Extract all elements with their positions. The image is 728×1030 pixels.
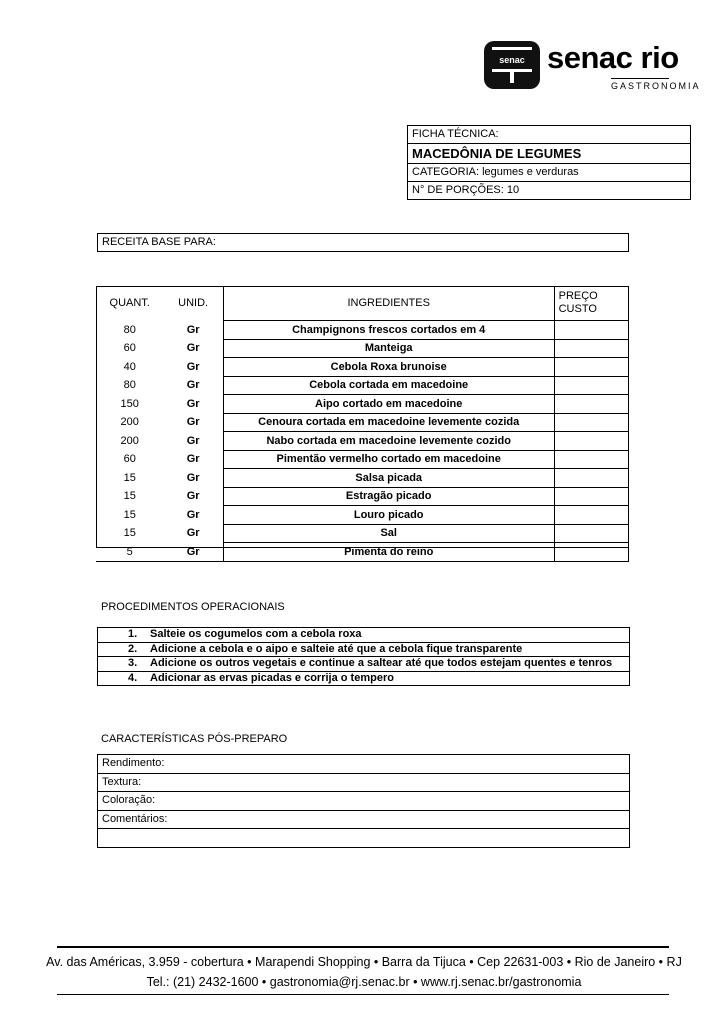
step-text: Adicionar as ervas picadas e corrija o tempero — [150, 671, 394, 684]
ingredient-cell: Cebola Roxa brunoise — [223, 358, 554, 377]
price-cell — [554, 432, 628, 451]
header-preco: PREÇO — [558, 290, 598, 302]
price-cell — [554, 469, 628, 488]
table-row — [96, 413, 629, 432]
procedure-step — [98, 643, 629, 658]
quantity-cell: 40 — [123, 360, 136, 373]
ingredient-cell: Pimenta do reino — [223, 543, 554, 562]
unit-cell: Gr — [186, 453, 200, 466]
header-unid: UNID. — [178, 297, 209, 310]
quantity-cell: 80 — [123, 379, 136, 392]
step-number: 1. — [128, 628, 138, 640]
unit-cell: Gr — [163, 543, 223, 562]
unit-cell: Gr — [186, 416, 200, 429]
table-row — [96, 321, 629, 340]
unit-cell: Gr — [186, 360, 200, 373]
ingredient-cell: Louro picado — [223, 506, 554, 525]
unit-cell: Gr — [186, 471, 200, 484]
price-cell — [554, 413, 628, 432]
table-header-row — [96, 286, 629, 321]
footer-address: Av. das Américas, 3.959 - cobertura • Marapendi Shopping • Barra da Tijuca • Cep 22631-003 • Rio de Janeiro • RJ — [46, 955, 682, 969]
table-row — [96, 432, 629, 451]
price-cell — [554, 321, 628, 340]
footer-divider — [57, 946, 669, 948]
senac-logo-mark — [484, 41, 540, 89]
unit-cell: Gr — [186, 342, 200, 355]
ingredient-cell: Nabo cortada em macedoine levemente cozido — [223, 432, 554, 451]
table-row — [96, 524, 629, 543]
logo-bar — [492, 47, 532, 50]
unit-cell: Gr — [186, 379, 200, 392]
portions-field: N° DE PORÇÕES: 10 — [412, 184, 520, 196]
unit-cell: Gr — [186, 397, 200, 410]
quantity-cell: 5 — [96, 543, 163, 562]
header-quant: QUANT. — [109, 297, 150, 310]
logo-name: senac rio — [547, 40, 679, 75]
header-custo: CUSTO — [558, 303, 597, 315]
table-row — [96, 543, 629, 562]
quantity-cell: 15 — [123, 471, 136, 484]
quantity-cell: 80 — [123, 323, 136, 336]
characteristics-title: CARACTERÍSTICAS PÓS-PREPARO — [101, 733, 288, 745]
unit-cell: Gr — [186, 508, 200, 521]
quantity-cell: 200 — [120, 416, 139, 429]
price-cell — [554, 395, 628, 414]
step-number: 4. — [128, 671, 138, 684]
recipe-title: MACEDÔNIA DE LEGUMES — [408, 144, 690, 164]
price-cell — [554, 358, 628, 377]
ingredient-cell: Pimentão vermelho cortado em macedoine — [223, 450, 554, 469]
ficha-tecnica-box — [407, 125, 691, 200]
unit-cell: Gr — [186, 490, 200, 503]
header-preco-custo — [554, 286, 628, 321]
procedure-step — [98, 657, 629, 672]
characteristic-field: Textura: — [98, 774, 629, 793]
step-number: 2. — [128, 642, 138, 655]
table-row — [96, 506, 629, 525]
unit-cell: Gr — [186, 323, 200, 336]
receita-base-field: RECEITA BASE PARA: — [97, 233, 629, 252]
ingredient-cell: Cenoura cortada em macedoine levemente cozida — [223, 413, 554, 432]
price-cell — [554, 543, 628, 562]
category-field: CATEGORIA: legumes e verduras — [408, 164, 690, 182]
ingredient-cell: Manteiga — [223, 339, 554, 358]
procedures-list — [97, 627, 630, 686]
price-cell — [554, 450, 628, 469]
footer-contact: Tel.: (21) 2432-1600 • gastronomia@rj.senac.br • www.rj.senac.br/gastronomia — [146, 975, 582, 989]
ingredient-cell: Aipo cortado em macedoine — [223, 395, 554, 414]
price-cell — [554, 524, 628, 543]
table-row — [96, 469, 629, 488]
ingredient-cell: Estragão picado — [223, 487, 554, 506]
logo-stem — [510, 72, 514, 83]
header-ingredientes: INGREDIENTES — [223, 286, 554, 321]
ficha-label: FICHA TÉCNICA: — [408, 126, 690, 144]
ingredient-cell: Salsa picada — [223, 469, 554, 488]
price-cell — [554, 506, 628, 525]
procedures-title: PROCEDIMENTOS OPERACIONAIS — [101, 601, 285, 613]
table-row — [96, 450, 629, 469]
table-row — [96, 339, 629, 358]
step-text: Salteie os cogumelos com a cebola roxa — [150, 628, 362, 640]
logo-subtitle: GASTRONOMIA — [611, 78, 669, 91]
step-text: Adicione os outros vegetais e continue a saltear até que todos estejam quentes e tenros — [150, 657, 613, 669]
quantity-cell: 200 — [120, 434, 139, 447]
characteristic-field: Comentários: — [98, 811, 629, 830]
unit-cell: Gr — [186, 434, 200, 447]
quantity-cell: 60 — [123, 342, 136, 355]
quantity-cell: 150 — [120, 397, 139, 410]
quantity-cell: 15 — [123, 527, 136, 540]
characteristic-field: Coloração: — [98, 792, 629, 811]
characteristics-list — [97, 754, 630, 848]
characteristic-field: Rendimento: — [98, 755, 629, 774]
quantity-cell: 15 — [123, 508, 136, 521]
ingredients-table — [96, 286, 629, 562]
unit-cell: Gr — [186, 527, 200, 540]
quantity-cell: 60 — [123, 453, 136, 466]
table-row — [96, 395, 629, 414]
characteristic-field — [98, 829, 629, 847]
table-row — [96, 487, 629, 506]
procedure-step — [98, 628, 629, 643]
price-cell — [554, 339, 628, 358]
table-row — [96, 376, 629, 395]
ingredient-cell: Cebola cortada em macedoine — [223, 376, 554, 395]
ingredient-cell: Sal — [223, 524, 554, 543]
ingredient-cell: Champignons frescos cortados em 4 — [223, 321, 554, 340]
step-text: Adicione a cebola e o aipo e salteie até que a cebola fique transparente — [150, 642, 523, 655]
logo-box-text: senac — [499, 55, 525, 65]
procedure-step — [98, 672, 629, 686]
table-row — [96, 358, 629, 377]
price-cell — [554, 487, 628, 506]
footer-divider-bottom — [57, 994, 669, 995]
step-number: 3. — [128, 657, 138, 669]
quantity-cell: 15 — [123, 490, 136, 503]
price-cell — [554, 376, 628, 395]
